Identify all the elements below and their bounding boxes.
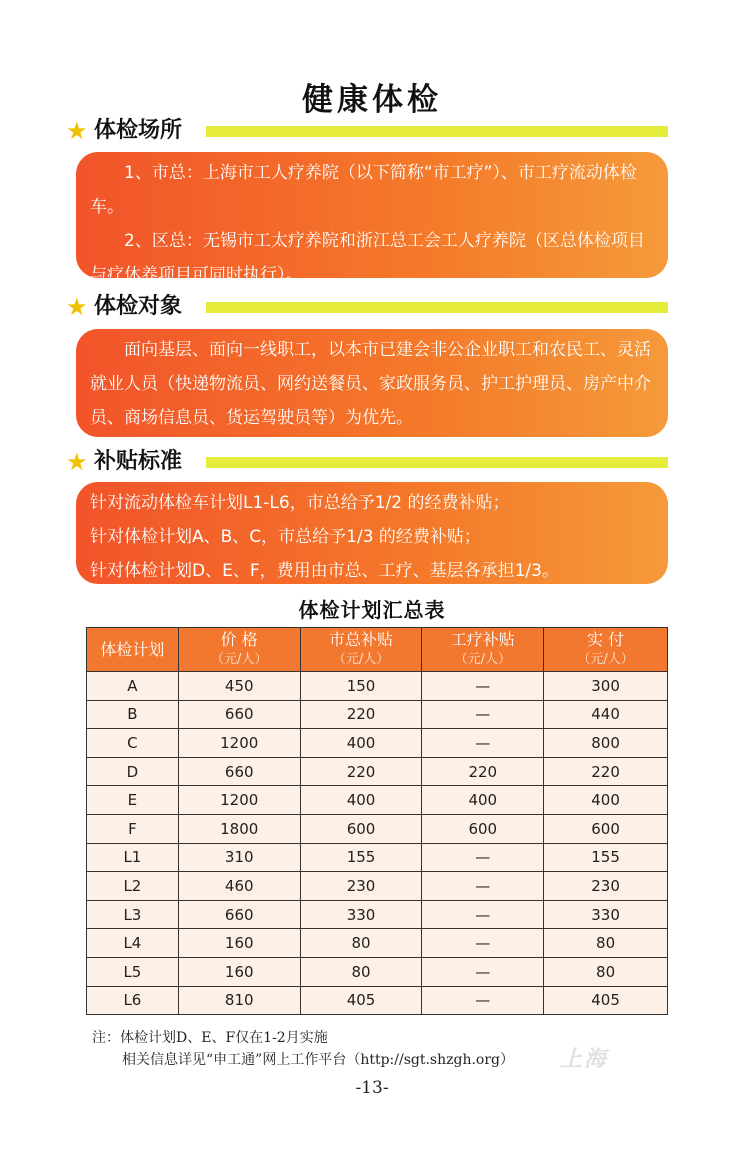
star-icon: ★ [66,117,88,145]
plan-cell: L1 [87,843,179,872]
table-row [87,814,668,843]
section-heading: 体检对象 [94,294,183,319]
city-subsidy-cell: 230 [300,872,422,901]
sanatorium-subsidy-cell: 220 [422,757,544,786]
city-subsidy-cell: 400 [300,729,422,758]
column-header: 体检计划 [87,628,179,672]
subsidy-paragraph: 针对体检计划A、B、C，市总给予1/3 的经费补贴； [90,527,481,547]
plan-cell: L6 [87,986,179,1015]
heading-underline-bar [206,457,668,468]
subsidy-paragraph: 针对体检计划D、E、F，费用由市总、工疗、基层各承担1/3。 [90,561,559,581]
city-subsidy-cell: 400 [300,786,422,815]
subsidy-paragraph: 针对流动体检车计划L1-L6，市总给予1/2 的经费补贴； [90,493,510,513]
plan-cell: L5 [87,957,179,986]
price-cell: 660 [178,700,300,729]
column-header: 价 格 （元/人） [178,628,300,672]
column-header: 工疗补贴 （元/人） [422,628,544,672]
price-cell: 660 [178,900,300,929]
plan-cell: F [87,814,179,843]
price-cell: 160 [178,929,300,958]
section-heading: 体检场所 [94,118,183,143]
heading-underline-bar [206,126,668,137]
heading-underline-bar [206,302,668,313]
sanatorium-subsidy-cell: — [422,957,544,986]
actual-pay-cell: 400 [544,786,668,815]
table-row [87,986,668,1015]
section-header-target [66,292,668,322]
plan-cell: E [87,786,179,815]
venue-paragraph: 1、市总：上海市工人疗养院（以下简称“市工疗”）、市工疗流动体检车。 [90,163,637,217]
table-row [87,672,668,701]
sanatorium-subsidy-cell: 600 [422,814,544,843]
actual-pay-cell: 330 [544,900,668,929]
table-title: 体检计划汇总表 [298,598,446,622]
table-row [87,729,668,758]
city-subsidy-cell: 330 [300,900,422,929]
price-cell: 1800 [178,814,300,843]
price-cell: 660 [178,757,300,786]
column-header: 实 付 （元/人） [544,628,668,672]
city-subsidy-cell: 220 [300,700,422,729]
plan-cell: A [87,672,179,701]
price-cell: 450 [178,672,300,701]
actual-pay-cell: 230 [544,872,668,901]
page-number: -13- [355,1078,389,1098]
actual-pay-cell: 405 [544,986,668,1015]
target-paragraph: 面向基层、面向一线职工，以本市已建会非公企业职工和农民工、灵活就业人员（快递物流员、网约送餐员、家政服务员、护工护理员、房产中介员、商场信息员、货运驾驶员等）为优先。 [90,340,651,428]
actual-pay-cell: 300 [544,672,668,701]
city-subsidy-cell: 155 [300,843,422,872]
table-row [87,900,668,929]
section-heading: 补贴标准 [94,449,183,474]
table-row [87,957,668,986]
actual-pay-cell: 800 [544,729,668,758]
sanatorium-subsidy-cell: — [422,700,544,729]
city-subsidy-cell: 80 [300,929,422,958]
sanatorium-subsidy-cell: — [422,986,544,1015]
price-cell: 810 [178,986,300,1015]
footnote [92,1027,514,1071]
actual-pay-cell: 80 [544,929,668,958]
sanatorium-subsidy-cell: — [422,843,544,872]
sanatorium-subsidy-cell: 400 [422,786,544,815]
price-cell: 310 [178,843,300,872]
price-cell: 1200 [178,786,300,815]
table-row [87,872,668,901]
actual-pay-cell: 155 [544,843,668,872]
plan-cell: L2 [87,872,179,901]
section-header-venue [66,116,668,146]
star-icon: ★ [66,448,88,476]
table-row [87,786,668,815]
price-cell: 1200 [178,729,300,758]
sanatorium-subsidy-cell: — [422,729,544,758]
city-subsidy-cell: 600 [300,814,422,843]
sanatorium-subsidy-cell: — [422,929,544,958]
footnote-line: 注：体检计划D、E、F仅在1-2月实施 [92,1030,328,1046]
column-header: 市总补贴 （元/人） [300,628,422,672]
venue-paragraph: 2、区总：无锡市工太疗养院和浙江总工会工人疗养院（区总体检项目与疗休养项目可同时执行）。 [90,231,645,285]
actual-pay-cell: 600 [544,814,668,843]
plan-cell: L3 [87,900,179,929]
price-cell: 460 [178,872,300,901]
sanatorium-subsidy-cell: — [422,672,544,701]
plan-cell: D [87,757,179,786]
sanatorium-subsidy-cell: — [422,900,544,929]
price-cell: 160 [178,957,300,986]
page-title: 健康体检 [302,82,442,118]
star-icon: ★ [66,293,88,321]
table-row [87,700,668,729]
plan-cell: L4 [87,929,179,958]
target-info-box [76,329,668,437]
city-subsidy-cell: 405 [300,986,422,1015]
actual-pay-cell: 440 [544,700,668,729]
city-subsidy-cell: 150 [300,672,422,701]
table-header-row [87,628,668,672]
section-header-subsidy [66,447,668,477]
watermark-logo: 上海 [560,1047,609,1072]
actual-pay-cell: 80 [544,957,668,986]
footnote-line: 相关信息详见“申工通”网上工作平台（http://sgt.shzgh.org） [122,1052,515,1068]
actual-pay-cell: 220 [544,757,668,786]
table-row [87,757,668,786]
subsidy-info-box [76,482,668,584]
plan-summary-table [86,627,668,1015]
sanatorium-subsidy-cell: — [422,872,544,901]
venue-info-box [76,152,668,285]
table-row [87,929,668,958]
city-subsidy-cell: 220 [300,757,422,786]
plan-cell: B [87,700,179,729]
city-subsidy-cell: 80 [300,957,422,986]
table-row [87,843,668,872]
plan-cell: C [87,729,179,758]
